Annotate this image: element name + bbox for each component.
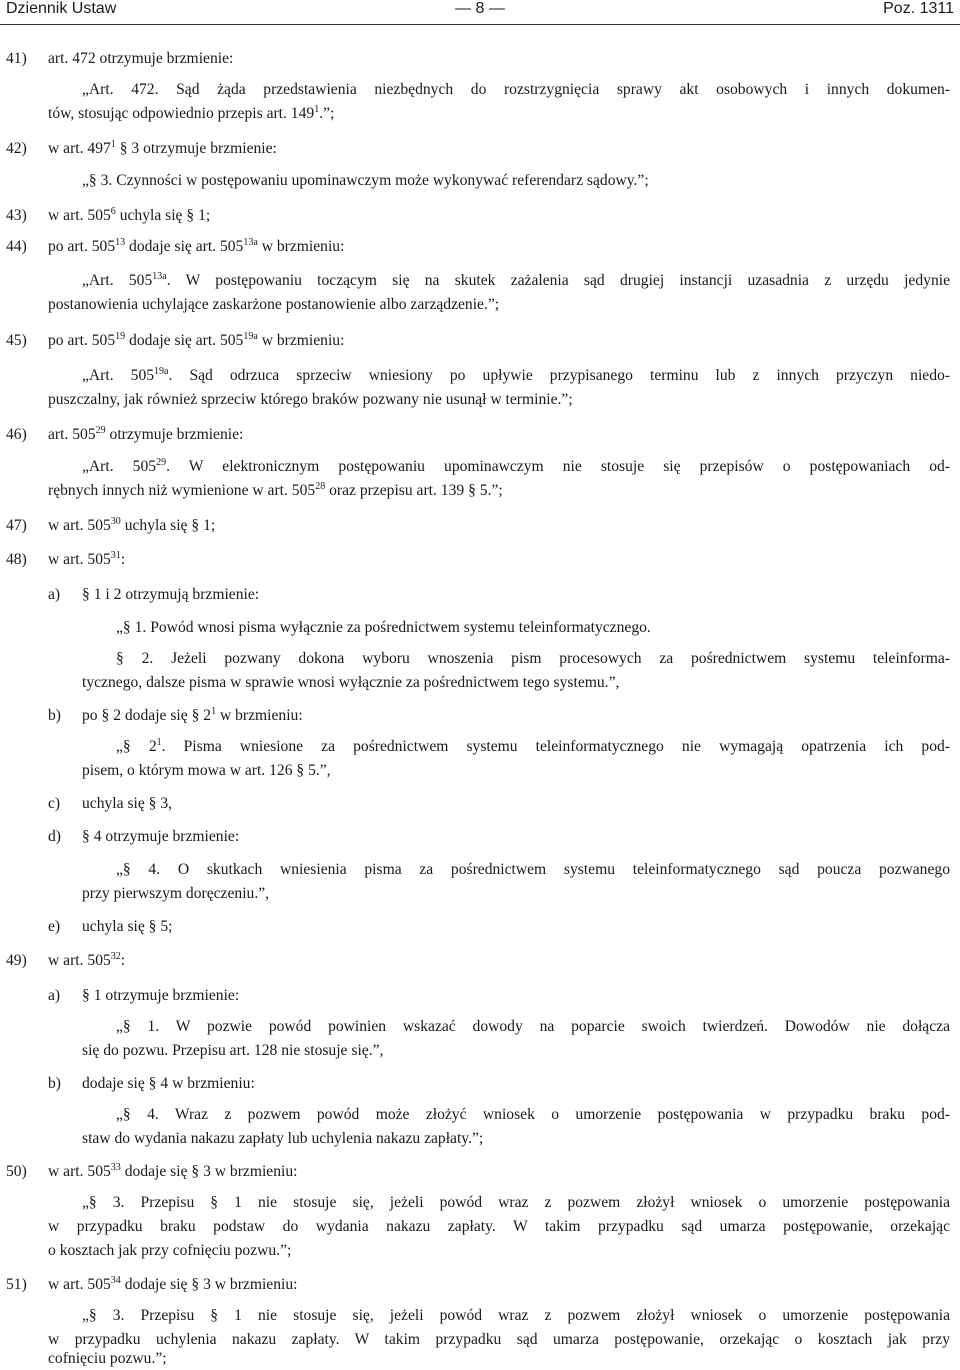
quoted-text-line: przy pierwszym doręczeniu.”, xyxy=(82,885,270,902)
letter-heading: § 1 i 2 otrzymują brzmienie: xyxy=(82,586,260,603)
item-heading: art. $505^{29}$ otrzymuje brzmienie: xyxy=(48,425,244,443)
letter-label: c) xyxy=(48,795,61,812)
page-header xyxy=(6,0,954,20)
item-number: 50) xyxy=(6,1163,27,1180)
letter-label: b) xyxy=(48,707,61,724)
quoted-text-line: puszczalny, jak również sprzeciw którego braków pozwany nie usunął w terminie.”; xyxy=(48,391,573,408)
item-number: 42) xyxy=(6,140,27,157)
quoted-text-line: tycznego, dalsze pisma w sprawie wnosi wyłącznie za pośrednictwem tego systemu.”, xyxy=(82,674,620,691)
letter-heading: uchyla się § 3, xyxy=(82,795,173,812)
item-heading: w art. $505^{34}$ dodaje się § 3 w brzmieniu: xyxy=(48,1275,298,1293)
quoted-text-line: się do pozwu. Przepisu art. 128 nie stosuje się.”, xyxy=(82,1042,384,1059)
letter-heading: uchyla się § 5; xyxy=(82,918,173,935)
letter-heading: dodaje się § 4 w brzmieniu: xyxy=(82,1075,255,1092)
quoted-text-line: tów, stosując odpowiednio przepis art. $149^1$.”; xyxy=(48,104,335,122)
quoted-text-line: w przypadku uchylenia nakazu zapłaty. W takim przypadku sąd umarza postępowanie, orzekając o kosztach jak przy xyxy=(48,1331,950,1348)
quoted-text-line: „§ 3. Przepisu § 1 nie stosuje się, jeżeli powód wraz z pozwem złożył wniosek o umorzenie postępowania xyxy=(82,1307,950,1324)
letter-heading: § 4 otrzymuje brzmienie: xyxy=(82,828,240,845)
quoted-text-line: „§ $2^1$. Pisma wniesione za pośrednictwem systemu teleinformatycznego nie wymagają opatrzenia ich pod- xyxy=(116,737,950,755)
page-number: — 8 — xyxy=(455,0,505,17)
item-number: 51) xyxy=(6,1276,27,1293)
position-number: Poz. 1311 xyxy=(883,0,954,17)
item-number: 46) xyxy=(6,426,27,443)
quoted-text-line: „Art. $505^{29}$. W elektronicznym postępowaniu upominawczym nie stosuje się przepisów o postępowaniach od- xyxy=(82,457,950,475)
letter-heading: § 1 otrzymuje brzmienie: xyxy=(82,987,240,1004)
letter-label: e) xyxy=(48,918,61,935)
item-number: 44) xyxy=(6,238,27,255)
item-heading: w art. $497^1$ § 3 otrzymuje brzmienie: xyxy=(48,139,277,157)
quoted-text-line: „§ 3. Przepisu § 1 nie stosuje się, jeżeli powód wraz z pozwem złożył wniosek o umorzenie postępowania xyxy=(82,1194,950,1211)
item-heading: w art. $505^{30}$ uchyla się § 1; xyxy=(48,516,216,534)
header-rule xyxy=(0,24,960,25)
quoted-text-line: „Art. $505^{19a}$. Sąd odrzuca sprzeciw wniesiony po upływie przypisanego terminu lub z innych przyczyn niedo- xyxy=(82,366,950,384)
item-heading: art. 472 otrzymuje brzmienie: xyxy=(48,50,234,67)
quoted-text-line: § 2. Jeżeli pozwany dokona wyboru wnoszenia pism procesowych za pośrednictwem systemu teleinforma- xyxy=(116,650,950,667)
letter-label: a) xyxy=(48,586,61,603)
quoted-text-line: pisem, o którym mowa w art. 126 § 5.”, xyxy=(82,762,331,779)
quoted-text-line: rębnych innych niż wymienione w art. $505^{28}$ oraz przepisu art. 139 § 5.”; xyxy=(48,481,503,499)
item-number: 49) xyxy=(6,952,27,969)
quoted-text-line: cofnięciu pozwu.”; xyxy=(48,1350,167,1367)
item-heading: po art. $505^{19}$ dodaje się art. $505^{19a}$ w brzmieniu: xyxy=(48,331,345,349)
quoted-text-line: „§ 4. Wraz z pozwem powód może złożyć wniosek o umorzenie postępowania w przypadku braku pod- xyxy=(116,1106,950,1123)
item-heading: w art. $505^{32}$: xyxy=(48,951,126,969)
quoted-text-line: postanowienia uchylające zaskarżone postanowienie albo zarządzenie.”; xyxy=(48,296,500,313)
quoted-text-line: staw do wydania nakazu zapłaty lub uchylenia nakazu zapłaty.”; xyxy=(82,1130,484,1147)
item-number: 47) xyxy=(6,517,27,534)
journal-name: Dziennik Ustaw xyxy=(6,0,117,17)
quoted-text-line: „§ 1. W pozwie powód powinien wskazać dowody na poparcie swoich twierdzeń. Dowodów nie dołącza xyxy=(116,1018,950,1035)
item-number: 43) xyxy=(6,207,27,224)
letter-label: b) xyxy=(48,1075,61,1092)
quoted-text-line: w przypadku braku podstaw do wydania nakazu zapłaty. W takim przypadku sąd umarza postępowanie, orzekając xyxy=(48,1218,950,1235)
item-heading: w art. $505^6$ uchyla się § 1; xyxy=(48,206,211,224)
quoted-text-line: „§ 4. O skutkach wniesienia pisma za pośrednictwem systemu teleinformatycznego sąd poucza pozwanego xyxy=(116,861,950,878)
item-heading: w art. $505^{31}$: xyxy=(48,550,126,568)
letter-label: a) xyxy=(48,987,61,1004)
quoted-text-line: „§ 1. Powód wnosi pisma wyłącznie za pośrednictwem systemu teleinformatycznego. xyxy=(116,619,651,636)
item-number: 48) xyxy=(6,551,27,568)
letter-heading: po § 2 dodaje się § $2^1$ w brzmieniu: xyxy=(82,706,303,724)
letter-label: d) xyxy=(48,828,61,845)
quoted-text-line: „Art. 472. Sąd żąda przedstawienia niezbędnych do rozstrzygnięcia sprawy akt osobowych i innych dokumen- xyxy=(82,81,950,98)
quoted-text-line: „§ 3. Czynności w postępowaniu upominawczym może wykonywać referendarz sądowy.”; xyxy=(82,172,649,189)
item-heading: po art. $505^{13}$ dodaje się art. $505^{13a}$ w brzmieniu: xyxy=(48,237,345,255)
quoted-text-line: o kosztach jak przy cofnięciu pozwu.”; xyxy=(48,1242,292,1259)
item-number: 41) xyxy=(6,50,27,67)
item-heading: w art. $505^{33}$ dodaje się § 3 w brzmieniu: xyxy=(48,1162,298,1180)
quoted-text-line: „Art. $505^{13a}$. W postępowaniu toczącym się na skutek zażalenia sąd drugiej instancji uzasadnia z urzędu jedynie xyxy=(82,271,950,289)
item-number: 45) xyxy=(6,332,27,349)
